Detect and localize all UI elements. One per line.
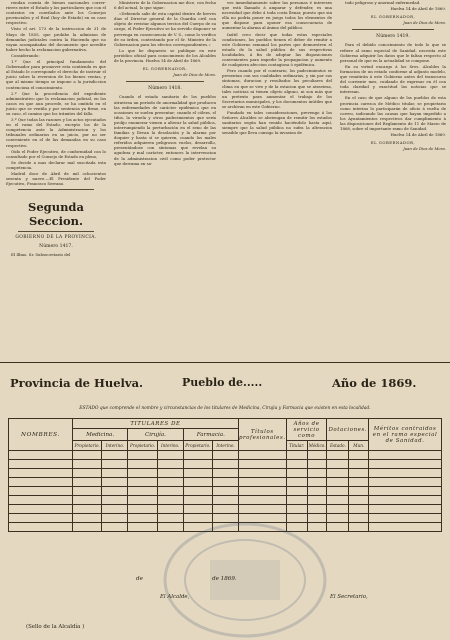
titulares-table — [8, 418, 442, 532]
table-row — [9, 460, 442, 469]
alcalde-signature: El Alcalde, — [160, 594, 190, 600]
paragraph: Cuando el estado sanitario de los pueblos atraviesa un período de anormalidad que producen las enfermedades de carácter epidémico que en ocasiones se suelen presentar; cuando el cólera, el tifus, la viruela y otros padecimientos que sería prolijo enumerar vienen a alterar la salud pública, interrumpiendo la perturbación en el seno de las familias y llevan la desolación y la alarma por doquier y hasta sí se quieren, cuando los males referidos adquieren peligrosos vuelos, desarrollo, presentándose con síntomas que revelan su agudeza y mal carácter, entonces la intervencion de la administracion civil como poder protector que derrama en sa- — [114, 94, 216, 166]
footer-signatures — [0, 588, 450, 618]
paragraph: Fundado en tales consideraciones, prevengo á los Señores Alcaldes se abstengan de remitir los estados sanitarios según han venido haciéndolo hasta aquí, siempre que la salud pública no sufra la alteracion sensible que lleva consigo la invasion de — [222, 109, 332, 136]
col-titulos: Títulos profesionales. — [238, 419, 286, 451]
subheader: Propietario. — [183, 441, 212, 451]
paragraph: todo peligroso y anormal enfermedad. — [345, 0, 421, 5]
gobierno-heading: GOBIERNO DE LA PROVINCIA. — [15, 235, 97, 241]
table-row — [9, 487, 442, 496]
subheader: Propietario. — [72, 441, 101, 451]
paragraph: El Illmo. Sr. Subsecretario del — [11, 252, 71, 258]
column-3 — [222, 0, 332, 136]
form-description: ESTADO que comprende el nombre y circunstancias de los titulares de Medicina, Cirujia y Farmacia que existen en esta localidad. — [79, 406, 371, 411]
subheader: Interino. — [102, 441, 128, 451]
divider — [18, 189, 94, 190]
divider — [126, 81, 204, 82]
secretario-signature: El Secretario, — [330, 594, 368, 600]
numero-heading: Número 1419. — [376, 34, 410, 40]
paragraph: En su virtud encargo á los Sres. Alcaldes la formacion de un estado conforme al adjunto modelo, que remitirán á este Gobierno antes del transcurso del corriente mes, cuidando de expresar en él con toda claridad y exactitud las noticias que se interesan. — [340, 63, 446, 95]
table-row — [9, 496, 442, 505]
table-row — [9, 505, 442, 514]
paragraph: En el caso de que alguno de los pueblos de esta provincia carezca de Médico titular, se propietario como interino lo participarán de oficio á vuelta de correo, indicando las causas que hayan impedido a los Ayuntamientos respectivos dar cumplimiento á las disposiciones del Reglamento de 11 de Marzo de 1868, sobre el importante ramo de Sanidad. — [340, 95, 446, 131]
paragraph: Para el debido conocimiento de todo lo que se refiere al ramo especial de Sanidad, necesita este Gobierno adquirir los datos que le faltan respecto al personal de que en la actualidad se compone. — [340, 42, 446, 63]
column-4 — [340, 0, 446, 155]
paragraph: Madrid doce de Abril de mil ochocientos sesenta y nueve.—El Presidente del Poder Ejecutivo, Francisco Serrano. — [6, 171, 106, 187]
subheader: Médico. — [307, 441, 327, 451]
divider — [18, 231, 94, 232]
column-2 — [114, 0, 216, 167]
provincia-title: Provincia de Huelva. — [10, 376, 144, 390]
group-medicina: Medicina. — [72, 429, 127, 441]
group-cirujia: Cirujía. — [128, 429, 183, 441]
date-year: de 1869. — [212, 576, 237, 582]
paragraph: Considerando: — [11, 52, 40, 58]
pueblo-field: Pueblo de..... — [182, 376, 263, 389]
governor-signature: Juan de Dios de Mora. — [403, 146, 446, 152]
page-divider — [0, 362, 450, 365]
col-dotaciones: Dotaciones. — [327, 419, 369, 441]
table-row — [9, 469, 442, 478]
divider — [352, 29, 434, 30]
governor-title: EL GOBERNADOR, — [142, 66, 188, 72]
paragraph: Lo que he dispuesto se publique en este periódico oficial para conocimiento de los Alcaldes de la provincia. Huelva 14 de Abril de 1869. — [114, 47, 216, 64]
date-line: Huelva 14 de Abril de 1869. — [390, 6, 446, 12]
subheader: Estado. — [327, 441, 349, 451]
col-anos: Años de servicio como — [286, 419, 327, 441]
paragraph: 3.º Que todas las razones y los actos ejecutados en el ramo del Estado, excepto los de la competencia ante la Administracion y los tribunales ordinarios en su juicio, por no ser conveniente en el de las demandas en su caso respectivo. — [6, 117, 106, 148]
col-meritos: Méritos contraidos en el ramo especial de Sanidad. — [369, 419, 442, 451]
group-farmacia: Farmacia. — [183, 429, 238, 441]
footer-date-line — [0, 576, 450, 586]
governor-signature: Juan de Dios de Mora. — [173, 72, 216, 78]
paragraph: 2.º Que la procedencia del expediente administrativo que la reclamacion judicial, en los casos en que aun procede, se ha omitido en el juicio que se ventila y por sentencia ya firme, en su caso, el camino que los trámites del fallo. — [6, 90, 106, 116]
subheader: Mun. — [349, 441, 369, 451]
paragraph: Visto el art. 173 de la instruccion de 31 de Mayo de 1855, que prohibe la admision de demandas judiciales contra la Hacienda que no vayan acompañadas del documento que acredite haber hecho la reclamacion gubernativa. — [6, 26, 106, 52]
numero-heading: Número 1417. — [39, 244, 73, 250]
date-line: Huelva 14 de Abril de 1869. — [390, 132, 446, 138]
paragraph: Se decide a mas declarar mal suscitada esta competencia. — [6, 159, 106, 170]
numero-heading: Número 1418. — [148, 86, 182, 92]
paragraph: «Debiendo salir de esta capital dentro de breves dias el Director general de la Guardia civil con objeto de revistar algunos tercios del Cuerpo de su cargo, el Poder Ejecutivo se ha servido disponer se prevenga en consecuencia de V. S., como lo verifico de su órden, contestando por el Sr. Ministro de la Gobernacion para los efectos correspondientes.» — [114, 11, 216, 47]
subheader: Titular. — [286, 441, 307, 451]
paragraph: Oido el Poder Ejecutivo, de conformidad con lo consultado por el Consejo de Estado en pleno, — [6, 148, 106, 159]
col-nombres: NOMBRES. — [9, 419, 73, 451]
form-header — [0, 376, 450, 396]
subheader: Interino. — [157, 441, 183, 451]
paragraph: Ministerio de la Gobernacion me dice, con fecha 6 del actual, lo que sigue: — [114, 0, 216, 11]
paragraph: rendan cuenta de bienes nacionales correr-rieres entre el Estado y los particulares que con el contratos en convilados ante los Consejos provinciales y el Real (hoy de Estado) en su caso respectivo. — [6, 0, 106, 26]
governor-title: EL GOBERNADOR, — [370, 140, 416, 146]
paragraph: ves inmediatamente sobre las personas é intereses que está llamado á amparar y defender, es una necesidad que debe á toda costa llenar, puesto que sin ella no podría poner en juego todos los elementos de que dispone para oponer esa consecuencia de aumentar la alarma al ánimo del público. — [222, 0, 332, 31]
year-title: Año de 1869. — [332, 376, 417, 390]
table-row — [9, 478, 442, 487]
titulares-heading: TITULARES DE — [72, 419, 238, 429]
paragraph: Inútil creo decir que todas estas especiales condiciones, los pueblos tienen el deber de remitir a este Gobierno semanal los partes que demuestren el estado de la salud pública de sus respectivas localidades, á fin de adoptar las disposiciones convenientes para impedir la propagacion y aumento de cualquiera afeccion contagiosa ó epidémica. — [222, 31, 332, 68]
table-row — [9, 451, 442, 460]
governor-signature: Juan de Dios de Mora. — [403, 20, 446, 26]
alcaldia-seal-label: (Sello de la Alcaldía ) — [26, 624, 85, 630]
date-de: de — [136, 576, 143, 582]
subheader: Propietario. — [128, 441, 157, 451]
paragraph: Pero cuando por el contrario, los padecimientos se presentan con sus cualidades ordinarias, y sin por sus síntomas, duracion y resultados los peculiares del clima en que se vive y de la estacion que se atraviesa, tales noticias ni tienen objeto alguno, ni son más que un pretexto para aumentar el trabajo de los Secretarios municipales, y los documentos inútiles que se archivan en este Gobierno. — [222, 68, 332, 109]
section-heading: Segunda Seccion. — [28, 200, 84, 229]
governor-title: EL GOBERNADOR, — [370, 14, 416, 20]
paragraph: 1.º Que el principal fundamento del Gobernador para promover esta contienda es que al Estado le corresponde el derecho de instruir el juicio sobre la reversion de los bienes ventas, y que al mismo tiempo se impone a la jurisdiccion contenciosa el conocimiento. — [6, 59, 106, 90]
column-1 — [6, 0, 106, 259]
subheader: Interino. — [213, 441, 239, 451]
